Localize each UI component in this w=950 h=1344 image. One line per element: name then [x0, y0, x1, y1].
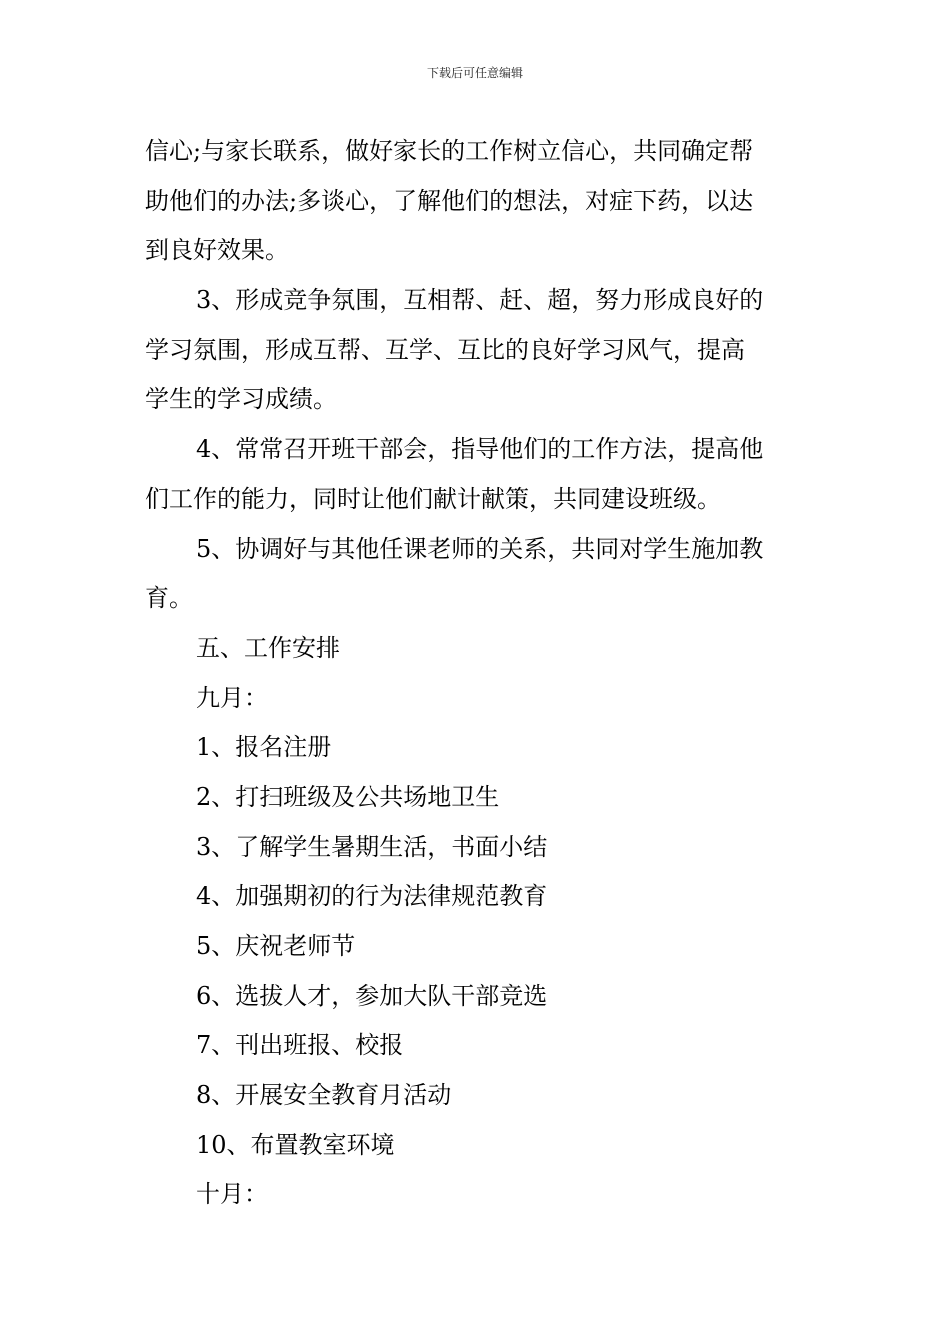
list-item: 8、开展安全教育月活动 — [196, 1081, 452, 1110]
section-heading: 五、工作安排 — [196, 633, 340, 662]
list-item: 2、打扫班级及公共场地卫生 — [196, 782, 500, 811]
page-header: 下载后可任意编辑 — [426, 66, 523, 80]
paragraph-line: 5、协调好与其他任课老师的关系，共同对学生施加教 — [196, 534, 764, 563]
list-item: 7、刊出班报、校报 — [196, 1031, 404, 1060]
list-item: 4、加强期初的行为法律规范教育 — [196, 882, 548, 911]
list-item: 6、选拔人才，参加大队干部竞选 — [196, 981, 548, 1010]
list-item: 5、庆祝老师节 — [196, 932, 356, 960]
paragraph-line: 育。 — [145, 584, 193, 613]
list-item: 1、报名注册 — [196, 733, 332, 762]
paragraph-line: 学习氛围，形成互帮、互学、互比的良好学习风气，提高 — [145, 335, 745, 364]
list-item: 10、布置教室环境 — [196, 1130, 395, 1159]
list-item: 3、了解学生暑期生活，书面小结 — [196, 832, 548, 861]
paragraph-line: 助他们的办法;多谈心，了解他们的想法，对症下药，以达 — [145, 186, 754, 215]
paragraph-line: 们工作的能力，同时让他们献计献策，共同建设班级。 — [145, 484, 721, 513]
paragraph-line: 到良好效果。 — [145, 236, 289, 265]
paragraph-line: 信心;与家长联系，做好家长的工作树立信心，共同确定帮 — [145, 137, 754, 165]
month-heading: 十月： — [196, 1180, 268, 1209]
paragraph-line: 3、形成竞争氛围，互相帮、赶、超，努力形成良好的 — [196, 286, 764, 315]
month-heading: 九月： — [196, 683, 268, 712]
paragraph-line: 学生的学习成绩。 — [145, 385, 337, 414]
document-body — [145, 127, 809, 1220]
paragraph-line: 4、常常召开班干部会，指导他们的工作方法，提高他 — [196, 435, 764, 464]
